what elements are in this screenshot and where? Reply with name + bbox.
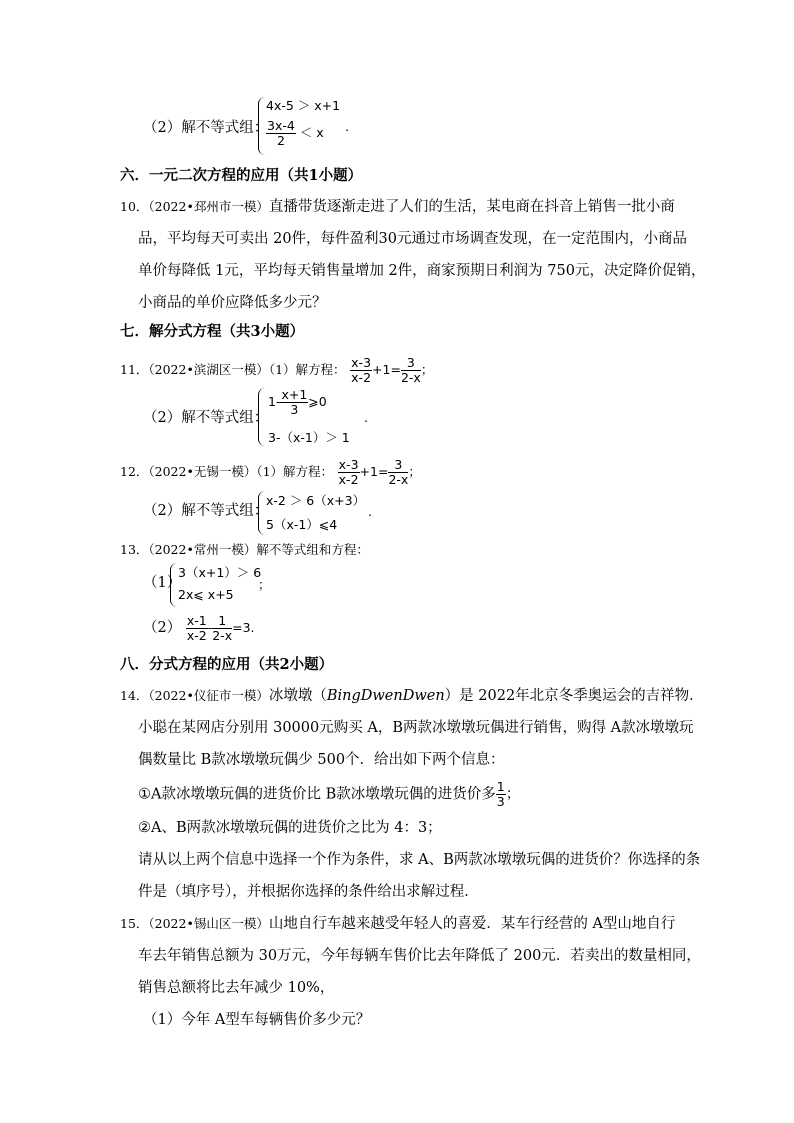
- q12-head: 12．（2022•无锡一模）（1）解方程：: [120, 464, 334, 479]
- q13-minus: -: [207, 620, 213, 635]
- q13-ineq-1: 3（x+1）＞ 6: [178, 565, 262, 580]
- q11-equation: [350, 355, 434, 385]
- q10-head: 10．（2022•邳州市一模）: [120, 199, 269, 214]
- q11-ineq-frac-num: x+1: [281, 387, 308, 402]
- q14-info1-den: 3: [496, 794, 505, 809]
- q12-equation: [338, 457, 421, 487]
- q15-head: 15．（2022•锡山区一模）: [120, 916, 269, 931]
- q12-part2-label: （2）解不等式组：: [143, 503, 269, 519]
- q10-line3: 单价每降低 1元，平均每天销售量增加 2件，商家预期日利润为 750元，决定降价促销，: [138, 263, 706, 279]
- q9-brace: [258, 97, 265, 155]
- q10-line2: 品，平均每天可卖出 20件，每件盈利30元通过市场调查发现，在一定范围内，小商品: [138, 231, 688, 247]
- q14-info1-end: ；: [505, 786, 521, 803]
- q12-brace: [258, 491, 265, 535]
- q14-line2: 小聪在某网店分别用 30000元购买 A，B两款冰墩墩玩偶进行销售，购得 A款冰墩墩玩: [138, 720, 694, 736]
- q9-ineq-2: [266, 119, 324, 148]
- q9-ineq-2-rest: ＜ x: [299, 125, 324, 140]
- q13-eq: =3.: [232, 620, 255, 635]
- q11-ineq-1-a: 1-: [268, 394, 281, 409]
- q9-frac-num: 3x-4: [267, 118, 295, 133]
- q14-line3: 偶数量比 B款冰墩墩玩偶少 500个．给出如下两个信息：: [138, 752, 505, 768]
- q14-line4: 请从以上两个信息中选择一个作为条件，求 A、B两款冰墩墩玩偶的进货价？你选择的条: [138, 852, 701, 868]
- q14-mascot-name: BingDwenDwen: [326, 688, 445, 704]
- q9-ineq-1: 4x-5 ＞ x+1: [266, 98, 341, 113]
- q11-semi: ；: [420, 362, 434, 377]
- q11-head: 11．（2022•滨湖区一模）（1）解方程：: [120, 362, 346, 377]
- q12-ineq-1: x-2 ＞ 6（x+3）: [266, 493, 366, 508]
- q13-frac2-num: 1: [212, 614, 232, 629]
- q14-info1-text: ①A款冰墩墩玩偶的进货价比 B款冰墩墩玩偶的进货价多: [138, 786, 496, 803]
- q11-ineq-frac-den: 3: [290, 402, 299, 417]
- q14-line5: 件是（填序号），并根据你选择的条件给出求解过程．: [138, 884, 479, 900]
- q11-ineq-1: [268, 388, 327, 417]
- q14-head: 14．（2022•仪征市一模）: [120, 688, 269, 703]
- q11-frac2-den: 2-x: [400, 370, 421, 385]
- section-8-heading: 八．分式方程的应用（共2小题）: [120, 656, 334, 673]
- q15-text-1: 山地自行车越来越受年轻人的喜爱．某车行经营的 A型山地自行: [268, 916, 676, 932]
- q15-line4: （1）今年 A型车每辆售价多少元？: [143, 1012, 371, 1028]
- q11-ineq-1-b: ⩾0: [308, 394, 327, 409]
- q13-brace: [170, 563, 177, 607]
- q14-line1-a: 冰墩墩（: [268, 688, 327, 704]
- q12-semi: ；: [408, 464, 421, 479]
- q12-frac2-den: 2-x: [388, 472, 409, 487]
- q13-equation: [186, 613, 255, 643]
- q11-end: .: [364, 410, 368, 425]
- q13-part2-label: （2）: [143, 620, 182, 636]
- q13-frac1-den: x-2: [186, 628, 207, 643]
- q15-line1: [120, 914, 675, 934]
- q11-line1: [120, 356, 433, 385]
- q12-frac1-num: x-3: [338, 457, 359, 472]
- q10-line4: 小商品的单价应降低多少元？: [138, 295, 327, 311]
- q11-plus: +1=: [372, 362, 401, 377]
- q13-frac2-den: 2-x: [212, 628, 233, 643]
- section-6-heading: 六．一元二次方程的应用（共1小题）: [120, 167, 363, 184]
- q15-line2: 车去年销售总额为 30万元，今年每辆车售价比去年降低了 200元．若卖出的数量相同，: [138, 948, 701, 964]
- section-7-heading: 七．解分式方程（共3小题）: [120, 323, 305, 340]
- q9-part2-label: （2）解不等式组：: [143, 120, 269, 136]
- q11-frac1-den: x-2: [351, 370, 372, 385]
- q12-frac2-num: 3: [388, 458, 408, 473]
- q9-end: .: [345, 119, 349, 134]
- q14-info1: [138, 780, 520, 809]
- q13-part1-label: （1）: [143, 575, 182, 591]
- q10-text-1: 直播带货逐渐走进了人们的生活，某电商在抖音上销售一批小商: [268, 199, 675, 215]
- q11-frac1-num: x-3: [351, 355, 372, 370]
- q11-ineq-2: 3-（x-1）＞ 1: [268, 430, 350, 445]
- q13-frac1-num: x-1: [186, 613, 207, 628]
- q14-info2: ②A、B两款冰墩墩玩偶的进货价之比为 4：3；: [138, 820, 442, 836]
- q11-frac2-num: 3: [401, 356, 421, 371]
- q14-line1-c: ）是 2022年北京冬季奥运会的吉祥物．: [444, 688, 704, 704]
- q14-info1-num: 1: [496, 779, 505, 794]
- q10-line1: [120, 197, 675, 217]
- q14-line1: [120, 686, 704, 706]
- q12-end: .: [368, 504, 372, 519]
- q11-brace: [258, 388, 265, 446]
- q11-part2-label: （2）解不等式组：: [143, 410, 269, 426]
- q12-plus: +1=: [359, 464, 389, 479]
- q15-line3: 销售总额将比去年减少 10%，: [138, 980, 335, 996]
- q13-head: 13．（2022•常州一模）解不等式组和方程：: [120, 542, 369, 557]
- q12-ineq-2: 5（x-1）⩽4: [266, 517, 338, 532]
- q12-line1: [120, 458, 421, 487]
- q12-frac1-den: x-2: [338, 472, 359, 487]
- q13-ineq-2: 2x⩽ x+5: [178, 587, 234, 602]
- q9-frac-den: 2: [276, 133, 285, 148]
- q13-semi: ；: [258, 577, 271, 592]
- q13-part2: [143, 614, 255, 643]
